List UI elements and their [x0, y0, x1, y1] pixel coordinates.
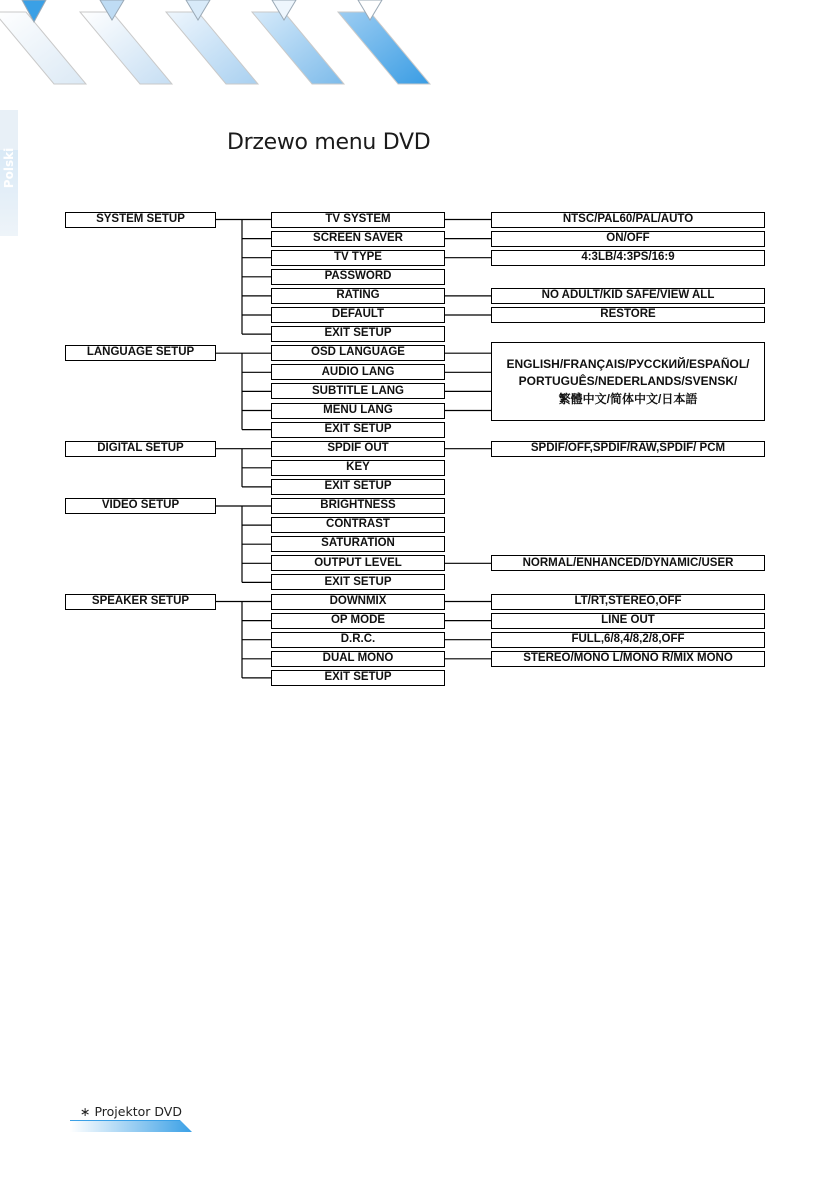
- menu-item: MENU LANG: [271, 403, 445, 419]
- menu-item: OSD LANGUAGE: [271, 345, 445, 361]
- menu-option: LT/RT,STEREO,OFF: [491, 594, 765, 610]
- menu-option: NTSC/PAL60/PAL/AUTO: [491, 212, 765, 228]
- menu-group-2: DIGITAL SETUP: [65, 441, 216, 457]
- menu-item: EXIT SETUP: [271, 422, 445, 438]
- menu-item: SCREEN SAVER: [271, 231, 445, 247]
- menu-item: D.R.C.: [271, 632, 445, 648]
- menu-group-0: SYSTEM SETUP: [65, 212, 216, 228]
- menu-item: EXIT SETUP: [271, 670, 445, 686]
- menu-item: BRIGHTNESS: [271, 498, 445, 514]
- menu-option: ON/OFF: [491, 231, 765, 247]
- menu-item: KEY: [271, 460, 445, 476]
- menu-option: NORMAL/ENHANCED/DYNAMIC/USER: [491, 555, 765, 571]
- language-options-line: ENGLISH/FRANÇAIS/РУССКИЙ/ESPAÑOL/: [506, 356, 750, 371]
- language-options: [491, 342, 765, 421]
- language-options-line: PORTUGUÊS/NEDERLANDS/SVENSK/: [518, 374, 738, 389]
- menu-item: EXIT SETUP: [271, 479, 445, 495]
- footer-text: Projektor DVD: [94, 1104, 182, 1119]
- menu-item: SPDIF OUT: [271, 441, 445, 457]
- menu-item: SATURATION: [271, 536, 445, 552]
- menu-item: EXIT SETUP: [271, 574, 445, 590]
- menu-item: DEFAULT: [271, 307, 445, 323]
- menu-item: DUAL MONO: [271, 651, 445, 667]
- menu-option: SPDIF/OFF,SPDIF/RAW,SPDIF/ PCM: [491, 441, 765, 457]
- menu-group-4: SPEAKER SETUP: [65, 594, 216, 610]
- menu-item: OUTPUT LEVEL: [271, 555, 445, 571]
- footer-caption: [80, 1104, 182, 1119]
- menu-item: DOWNMIX: [271, 594, 445, 610]
- menu-item: PASSWORD: [271, 269, 445, 285]
- menu-option: RESTORE: [491, 307, 765, 323]
- language-options-line: 繁體中文/简体中文/日本語: [558, 391, 698, 406]
- menu-option: 4:3LB/4:3PS/16:9: [491, 250, 765, 266]
- side-tab-label: Polski: [2, 147, 16, 189]
- menu-item: EXIT SETUP: [271, 326, 445, 342]
- menu-item: TV SYSTEM: [271, 212, 445, 228]
- menu-item: RATING: [271, 288, 445, 304]
- footer-bar: [70, 1120, 192, 1132]
- menu-item: AUDIO LANG: [271, 364, 445, 380]
- menu-option: FULL,6/8,4/8,2/8,OFF: [491, 632, 765, 648]
- page-title: Drzewo menu DVD: [227, 130, 431, 155]
- footer-bullet: ∗: [80, 1104, 91, 1119]
- menu-option: LINE OUT: [491, 613, 765, 629]
- menu-item: OP MODE: [271, 613, 445, 629]
- menu-item: SUBTITLE LANG: [271, 383, 445, 399]
- menu-option: STEREO/MONO L/MONO R/MIX MONO: [491, 651, 765, 667]
- menu-group-3: VIDEO SETUP: [65, 498, 216, 514]
- menu-option: NO ADULT/KID SAFE/VIEW ALL: [491, 288, 765, 304]
- menu-group-1: LANGUAGE SETUP: [65, 345, 216, 361]
- menu-item: CONTRAST: [271, 517, 445, 533]
- menu-item: TV TYPE: [271, 250, 445, 266]
